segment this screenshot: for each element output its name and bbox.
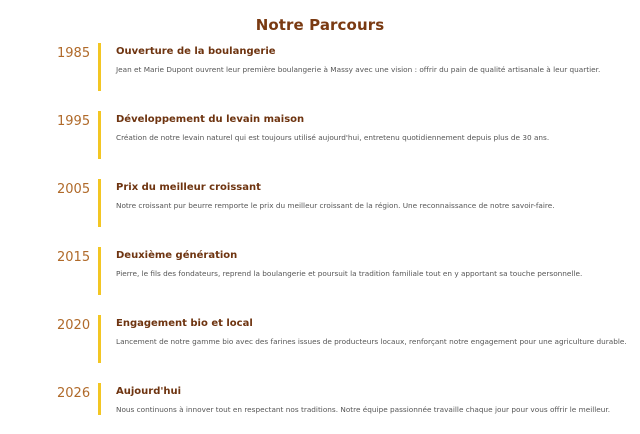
timeline-year: 1985 — [57, 46, 91, 61]
timeline-item-1995 — [0, 111, 640, 159]
timeline-item-1985 — [0, 43, 640, 91]
timeline-item-2020 — [0, 315, 640, 363]
timeline-accent-bar — [98, 315, 101, 363]
timeline-title: Deuxième génération — [116, 250, 238, 261]
timeline-item-2026 — [0, 383, 640, 415]
timeline-accent-bar — [98, 111, 101, 159]
timeline-accent-bar — [98, 383, 101, 415]
timeline-year: 2026 — [57, 386, 91, 401]
page-title: Notre Parcours — [255, 16, 385, 35]
timeline-year: 1995 — [57, 114, 91, 129]
timeline-year: 2005 — [57, 182, 91, 197]
timeline-title: Prix du meilleur croissant — [116, 182, 261, 193]
timeline-accent-bar — [98, 179, 101, 227]
timeline-year: 2015 — [57, 250, 91, 265]
timeline-year: 2020 — [57, 318, 91, 333]
timeline-item-2015 — [0, 247, 640, 295]
timeline-accent-bar — [98, 43, 101, 91]
timeline-description: Pierre, le fils des fondateurs, reprend la boulangerie et poursuit la tradition familiale tout en y apportant sa touche personnelle. — [116, 269, 583, 278]
timeline-title: Ouverture de la boulangerie — [116, 46, 276, 57]
timeline-accent-bar — [98, 247, 101, 295]
timeline-title: Engagement bio et local — [116, 318, 253, 329]
timeline-item-2005 — [0, 179, 640, 227]
timeline-description: Jean et Marie Dupont ouvrent leur première boulangerie à Massy avec une vision : offrir du pain de qualité artisanale à leur quartier. — [116, 65, 601, 74]
timeline-description: Notre croissant pur beurre remporte le prix du meilleur croissant de la région. Une reconnaissance de notre savoir-faire. — [116, 201, 555, 210]
timeline-title: Développement du levain maison — [116, 114, 305, 125]
timeline-description: Création de notre levain naturel qui est toujours utilisé aujourd'hui, entretenu quotidiennement depuis plus de 30 ans. — [116, 133, 550, 142]
timeline-description: Nous continuons à innover tout en respectant nos traditions. Notre équipe passionnée travaille chaque jour pour vous offrir le meilleur. — [116, 405, 611, 414]
timeline-title: Aujourd'hui — [116, 386, 182, 397]
timeline-description: Lancement de notre gamme bio avec des farines issues de producteurs locaux, renforçant notre engagement pour une agriculture durable. — [116, 337, 627, 346]
